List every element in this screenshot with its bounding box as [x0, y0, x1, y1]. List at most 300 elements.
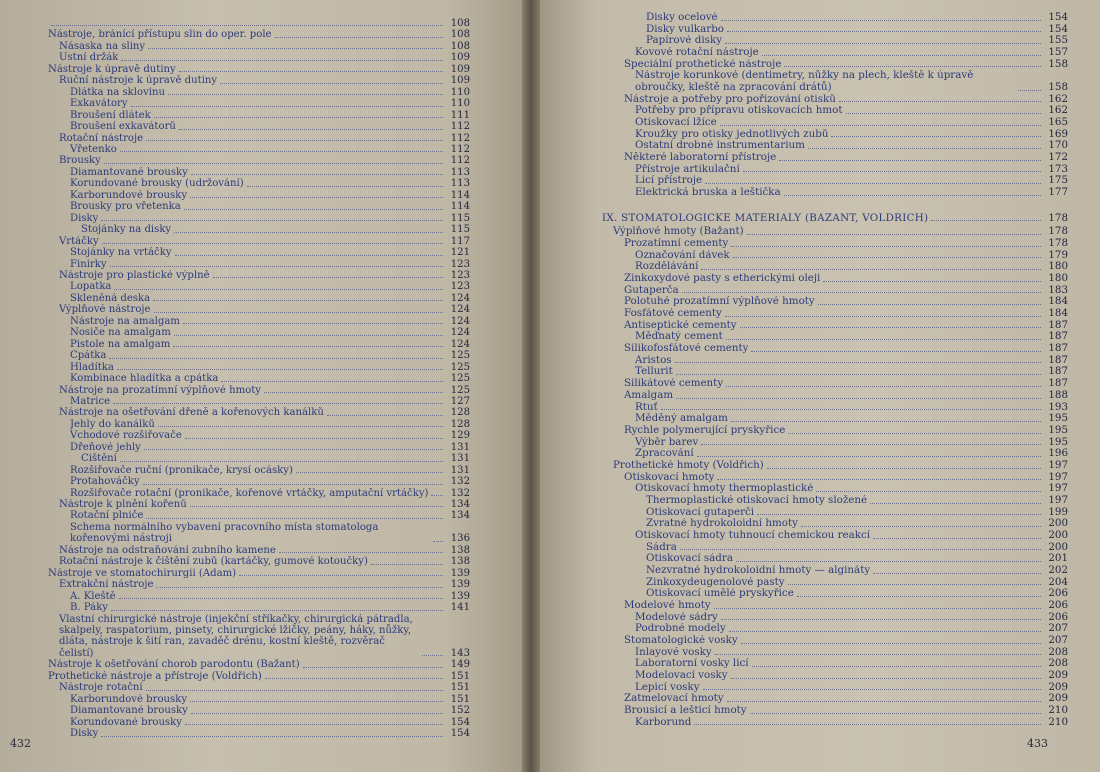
toc-page-number: 206	[1048, 610, 1068, 623]
dot-leader	[779, 160, 1041, 161]
toc-entry	[602, 647, 1068, 659]
toc-entry	[40, 259, 470, 270]
dot-leader	[788, 433, 1041, 434]
dot-leader	[296, 472, 443, 473]
toc-page-number: 125	[450, 384, 470, 396]
toc-entry	[40, 339, 470, 350]
toc-entry-label: Nástroje rotační	[59, 682, 143, 694]
toc-page-number: 187	[1048, 318, 1068, 331]
toc-page-number: 127	[450, 395, 470, 407]
toc-entry-label: Dřeňové jehly	[70, 441, 141, 453]
dot-leader	[818, 304, 1041, 305]
toc-entry-label: Přístroje artikulační	[635, 163, 740, 175]
dot-leader	[190, 506, 443, 507]
toc-entry	[602, 460, 1068, 472]
dot-leader	[816, 491, 1041, 492]
toc-page-number: 113	[450, 166, 470, 178]
toc-page-number: 131	[450, 441, 470, 453]
dot-leader	[701, 444, 1041, 445]
toc-entry-label: Matrice	[70, 395, 111, 407]
dot-leader	[751, 351, 1041, 352]
toc-entry-label: Nástroje na prozatímní výplňové hmoty	[59, 384, 261, 396]
toc-entry	[602, 577, 1068, 589]
toc-entry-label: Otiskovací gutaperči	[646, 506, 755, 518]
toc-page-number: 139	[450, 579, 470, 591]
toc-page-number: 196	[1048, 447, 1068, 460]
dot-leader	[191, 174, 443, 175]
toc-entry-label: Silikofosfátové cementy	[624, 343, 749, 355]
toc-entry-label: Exkavátory	[70, 98, 128, 110]
toc-page-number: 125	[450, 373, 470, 385]
toc-entry-label: Sádra	[646, 541, 677, 553]
dot-leader	[109, 358, 443, 359]
toc-entry	[602, 635, 1068, 647]
dot-leader	[183, 323, 443, 324]
toc-entry	[602, 390, 1068, 402]
toc-entry	[40, 75, 470, 86]
toc-entry	[40, 133, 470, 144]
toc-page-number: 109	[450, 75, 470, 87]
toc-entry	[40, 407, 470, 418]
toc-entry-label: Rotační plniče	[70, 510, 144, 522]
toc-entry-label: Broušení dlátek	[70, 109, 151, 121]
toc-page-number: 132	[450, 487, 470, 499]
toc-page-number: 112	[450, 121, 470, 133]
dot-leader	[788, 584, 1041, 585]
toc-page-number: 151	[450, 670, 470, 682]
dot-leader	[173, 346, 443, 347]
toc-entry-label: Ústní držák	[59, 52, 119, 64]
dot-leader	[120, 151, 443, 152]
dot-leader	[119, 598, 443, 599]
book-gutter	[522, 0, 540, 772]
toc-entry-label: Rotační nástroje	[59, 132, 144, 144]
toc-entry	[602, 129, 1068, 141]
toc-entry-label: Polotuhé prozatímní výplňové hmoty	[624, 296, 815, 308]
dot-leader	[801, 526, 1041, 527]
toc-section-heading	[602, 213, 1068, 225]
toc-entry-label: Karborundové brousky	[70, 693, 188, 705]
dot-leader	[168, 94, 443, 95]
toc-entry-label: Hladítka	[70, 361, 114, 373]
dot-leader	[846, 113, 1042, 114]
toc-entry-label: Zinkoxydové pasty s etherickými oleji	[624, 273, 821, 285]
toc-entry-label: Výběr barev	[635, 436, 699, 448]
dot-leader	[682, 292, 1041, 293]
toc-page-number: 207	[1048, 622, 1068, 635]
toc-entry	[602, 472, 1068, 484]
dot-leader	[158, 426, 443, 427]
toc-entry-label: Nástroje ve stomatochirurgii (Adam)	[48, 567, 237, 579]
toc-entry-label: Měďnatý cement	[635, 331, 723, 343]
toc-page-number: 210	[1048, 715, 1068, 728]
toc-entry-label: Nástroje a potřeby pro pořizování otisků	[624, 93, 836, 105]
dot-leader	[101, 736, 443, 737]
dot-leader	[275, 37, 443, 38]
toc-page-number: 172	[1048, 151, 1068, 164]
toc-entry-label: Kroužky pro otisky jednotlivých zubů	[635, 128, 829, 140]
toc-entry	[40, 591, 470, 602]
toc-page-number: 124	[450, 292, 470, 304]
toc-page-number: 123	[450, 269, 470, 281]
dot-leader	[784, 66, 1041, 67]
dot-leader	[727, 701, 1041, 702]
toc-page-number: 183	[1048, 283, 1068, 296]
dot-leader	[154, 312, 444, 313]
toc-entry-label: Elektrická bruska a leštička	[635, 187, 781, 199]
toc-page-number: 112	[450, 132, 470, 144]
toc-entry-label: Otiskovací hmoty thermoplastické	[635, 483, 814, 495]
dot-leader	[676, 398, 1041, 399]
dot-leader	[146, 518, 443, 519]
dot-leader	[154, 117, 443, 118]
toc-page-number: 109	[450, 63, 470, 75]
dot-leader	[179, 129, 443, 130]
dot-leader	[676, 374, 1041, 375]
toc-page-number: 188	[1048, 388, 1068, 401]
toc-page-number: 113	[450, 178, 470, 190]
toc-entry	[602, 140, 1068, 152]
dot-leader	[113, 403, 443, 404]
toc-entry	[40, 121, 470, 132]
toc-entry	[602, 413, 1068, 425]
toc-page-number: 154	[450, 728, 470, 740]
left-page-number: 432	[10, 737, 31, 750]
toc-entry	[40, 304, 470, 315]
toc-entry	[40, 430, 470, 441]
toc-entry	[602, 70, 1068, 93]
toc-entry	[602, 12, 1068, 24]
toc-page-number: 187	[1048, 342, 1068, 355]
toc-page-number: 206	[1048, 587, 1068, 600]
toc-page-number: 128	[450, 407, 470, 419]
dot-leader	[757, 514, 1041, 515]
dot-leader	[720, 125, 1041, 126]
toc-page-number: 154	[450, 716, 470, 728]
dot-leader	[873, 538, 1041, 539]
toc-entry	[40, 18, 470, 29]
toc-entry-label: Brousky	[59, 155, 101, 167]
toc-entry-label: Vřetenko	[70, 143, 117, 155]
toc-page-number: 187	[1048, 330, 1068, 343]
toc-page-number: 173	[1048, 162, 1068, 175]
dot-leader	[220, 83, 443, 84]
toc-entry-label: Vlastní chirurgické nástroje (injekční stříkačky, chirurgická pátradla, skalpely, raspatorium, pinsety, chirurgické lžičky, peány, háky, nůžky, dláta, nástroje k šití ran, zavaděč drénu, kostní kleště, rozvěrač čelistí)	[59, 613, 413, 659]
toc-entry	[40, 614, 470, 660]
toc-entry-label: Otiskovací sádra	[646, 553, 733, 565]
toc-entry-label: Stomatologické vosky	[624, 634, 738, 646]
toc-page-number: 162	[1048, 104, 1068, 117]
toc-page-number: 200	[1048, 540, 1068, 553]
toc-page-number: 124	[450, 304, 470, 316]
dot-leader	[184, 209, 443, 210]
dot-leader	[102, 243, 443, 244]
toc-page-number: 114	[450, 201, 470, 213]
toc-entry	[40, 201, 470, 212]
dot-leader	[736, 561, 1041, 562]
toc-entry	[602, 285, 1068, 297]
dot-leader	[1018, 90, 1041, 91]
toc-page-number: 117	[450, 235, 470, 247]
toc-page-number: 170	[1048, 139, 1068, 152]
dot-leader	[185, 438, 443, 439]
toc-entry-label: Extrakční nástroje	[59, 579, 154, 591]
dot-leader	[371, 564, 443, 565]
dot-leader	[422, 655, 443, 656]
toc-entry	[40, 499, 470, 510]
dot-leader	[175, 255, 443, 256]
dot-leader	[717, 479, 1041, 480]
toc-page-number: 152	[450, 705, 470, 717]
toc-entry	[40, 281, 470, 292]
dot-leader	[153, 300, 443, 301]
toc-entry-label: Brousky pro vřetenka	[70, 201, 181, 213]
toc-page-number: 139	[450, 590, 470, 602]
toc-entry-label: Ruční nástroje k úpravě dutiny	[59, 75, 218, 87]
toc-page-number: 112	[450, 143, 470, 155]
toc-entry	[40, 316, 470, 327]
toc-entry	[602, 355, 1068, 367]
toc-entry	[602, 717, 1068, 729]
toc-entry-label: Papírové disky	[646, 35, 723, 47]
dot-leader	[264, 392, 443, 393]
toc-entry	[602, 35, 1068, 47]
dot-leader	[747, 234, 1041, 235]
dot-leader	[156, 587, 443, 588]
dot-leader	[714, 608, 1041, 609]
toc-entry	[40, 247, 470, 258]
toc-page-number: 134	[450, 510, 470, 522]
toc-entry-label: Brousicí a lešticí hmoty	[624, 704, 747, 716]
dot-leader	[327, 415, 443, 416]
toc-page-number: 197	[1048, 482, 1068, 495]
toc-page-number: 108	[450, 18, 470, 29]
dot-leader	[727, 31, 1041, 32]
dot-leader	[121, 60, 443, 61]
dot-leader	[731, 678, 1041, 679]
toc-entry-label: Amalgam	[624, 389, 674, 401]
toc-entry-label: Rozšiřovače rotační (pronikače, kořenové vrtáčky, amputační vrtáčky)	[70, 487, 429, 499]
toc-page-number: 195	[1048, 412, 1068, 425]
toc-entry-label: Disky	[70, 728, 99, 740]
toc-page-number: 184	[1048, 307, 1068, 320]
toc-page-number: 109	[450, 52, 470, 64]
dot-leader	[213, 277, 443, 278]
toc-entry	[602, 152, 1068, 164]
dot-leader	[733, 257, 1041, 258]
toc-entry-label: Protahováčky	[70, 476, 140, 488]
toc-entry	[40, 545, 470, 556]
dot-leader	[808, 148, 1041, 149]
toc-entry-label: Výplňové hmoty (Bažant)	[613, 226, 744, 238]
toc-entry	[602, 164, 1068, 176]
toc-entry	[40, 385, 470, 396]
toc-entry	[602, 658, 1068, 670]
toc-entry	[40, 717, 470, 728]
toc-entry	[602, 483, 1068, 495]
left-toc	[40, 18, 470, 740]
dot-leader	[191, 713, 443, 714]
toc-entry	[40, 556, 470, 567]
toc-entry	[40, 213, 470, 224]
toc-entry	[40, 453, 470, 464]
toc-page-number: 210	[1048, 703, 1068, 716]
toc-page-number: 209	[1048, 680, 1068, 693]
dot-leader	[146, 140, 443, 141]
toc-entry-label: Disky	[70, 212, 99, 224]
toc-page-number: 209	[1048, 692, 1068, 705]
dot-leader	[148, 48, 443, 49]
dot-leader	[726, 339, 1041, 340]
toc-entry	[602, 59, 1068, 71]
toc-entry-label: Zvratné hydrokoloidní hmoty	[646, 518, 798, 530]
dot-leader	[725, 316, 1041, 317]
dot-leader	[661, 409, 1041, 410]
toc-entry-label: Thermoplastické otiskovací hmoty složené	[646, 494, 868, 506]
toc-entry-label: Čištění	[81, 453, 117, 465]
toc-entry-label: Karborund	[635, 716, 692, 728]
toc-page-number: 158	[1048, 57, 1068, 70]
toc-page-number: 123	[450, 281, 470, 293]
toc-page-number: 123	[450, 258, 470, 270]
dot-leader	[303, 667, 443, 668]
toc-page-number: 110	[450, 98, 470, 110]
toc-page-number: 200	[1048, 517, 1068, 530]
toc-entry	[602, 296, 1068, 308]
toc-entry	[40, 144, 470, 155]
toc-entry	[602, 117, 1068, 129]
dot-leader	[839, 101, 1041, 102]
dot-leader	[797, 596, 1041, 597]
toc-entry-label: Vchodové rozšiřovače	[70, 430, 182, 442]
toc-page-number: 184	[1048, 295, 1068, 308]
toc-page-number: 124	[450, 327, 470, 339]
toc-page-number: 197	[1048, 493, 1068, 506]
dot-leader	[721, 619, 1041, 620]
dot-leader	[697, 456, 1041, 457]
toc-page-number: 178	[1048, 211, 1068, 224]
toc-entry-label: Otiskovací hmoty	[624, 471, 715, 483]
dot-leader	[680, 549, 1041, 550]
toc-entry	[40, 568, 470, 579]
toc-page-number: 195	[1048, 435, 1068, 448]
toc-page-number: 151	[450, 682, 470, 694]
toc-entry-label: Zpracování	[635, 448, 694, 460]
toc-page-number: 180	[1048, 260, 1068, 273]
toc-page-number: 197	[1048, 470, 1068, 483]
toc-page-number: 131	[450, 453, 470, 465]
toc-entry-label: Kovové rotační nástroje	[635, 47, 759, 59]
toc-page-number: 199	[1048, 505, 1068, 518]
toc-entry-label: Nezvratné hydrokoloidní hmoty — algináty	[646, 564, 871, 576]
dot-leader	[870, 503, 1041, 504]
toc-entry-label: Potřeby pro přípravu otiskovacích hmot	[635, 105, 843, 117]
toc-page-number: 187	[1048, 377, 1068, 390]
toc-entry-label: Skleněná deska	[70, 292, 151, 304]
dot-leader	[120, 461, 443, 462]
toc-entry	[40, 224, 470, 235]
toc-entry	[40, 522, 470, 545]
dot-leader	[433, 541, 443, 542]
toc-entry-label: Podrobné modely	[635, 623, 726, 635]
toc-entry	[40, 602, 470, 613]
toc-entry-label: Speciální prothetické nástroje	[624, 58, 782, 70]
toc-entry	[40, 671, 470, 682]
toc-entry	[602, 670, 1068, 682]
dot-leader	[111, 610, 443, 611]
toc-page-number: 125	[450, 361, 470, 373]
dot-leader	[117, 369, 443, 370]
toc-page-number: 195	[1048, 423, 1068, 436]
toc-entry-label: Kombinace hladítka a cpátka	[70, 373, 219, 385]
toc-entry	[602, 378, 1068, 390]
toc-entry-label: Modelové sádry	[635, 611, 718, 623]
toc-entry	[602, 238, 1068, 250]
dot-leader	[279, 552, 443, 553]
toc-page-number: 155	[1048, 34, 1068, 47]
toc-page-number: 178	[1048, 225, 1068, 238]
dot-leader	[741, 643, 1041, 644]
toc-page-number: 180	[1048, 272, 1068, 285]
toc-entry	[40, 362, 470, 373]
toc-entry-label: Rychle polymerující pryskyřice	[624, 424, 786, 436]
toc-entry-label: Licí přístroje	[635, 175, 703, 187]
toc-entry-label: Prothetické nástroje a přístroje (Voldřich)	[48, 670, 262, 682]
toc-entry	[40, 155, 470, 166]
toc-entry-label: Otiskovací umělé pryskyřice	[646, 588, 794, 600]
toc-page-number: 157	[1048, 46, 1068, 59]
toc-entry-label: Zatmelovací hmoty	[624, 693, 724, 705]
toc-page-number: 209	[1048, 668, 1068, 681]
toc-entry-label: Nosiče na amalgam	[70, 327, 171, 339]
toc-page-number: 124	[450, 338, 470, 350]
toc-entry-label: Lopatka	[70, 281, 112, 293]
toc-page-number: 175	[1048, 174, 1068, 187]
dot-leader	[823, 281, 1041, 282]
toc-entry-label: Stojánky na vrtáčky	[70, 247, 172, 259]
toc-page-number: 202	[1048, 563, 1068, 576]
dot-leader	[705, 183, 1041, 184]
toc-entry-label: Označování dávek	[635, 249, 730, 261]
toc-entry-label: Broušení exkavátorů	[70, 121, 176, 133]
toc-page-number: 110	[450, 86, 470, 98]
toc-entry	[602, 448, 1068, 460]
dot-leader	[726, 386, 1041, 387]
toc-page-number: 115	[450, 212, 470, 224]
toc-entry	[602, 226, 1068, 238]
toc-entry-label: Lepicí vosky	[635, 681, 700, 693]
toc-entry	[602, 331, 1068, 343]
toc-page-number: 208	[1048, 645, 1068, 658]
toc-entry-label: Výplňové nástroje	[59, 304, 151, 316]
toc-page-number: 151	[450, 693, 470, 705]
dot-leader	[174, 335, 443, 336]
toc-entry-label: Nástroje korunkové (dentimetry, nůžky na plech, kleště k úpravě obroučky, kleště na zpracování drátů)	[635, 70, 974, 94]
toc-entry	[40, 694, 470, 705]
toc-entry	[602, 94, 1068, 106]
dot-leader	[931, 220, 1041, 221]
toc-entry	[602, 612, 1068, 624]
toc-page-number: 141	[450, 602, 470, 614]
toc-entry-label: Cpátka	[70, 350, 107, 362]
toc-entry-label: Korundované brousky (udržování)	[70, 178, 244, 190]
toc-page-number: 177	[1048, 186, 1068, 199]
toc-page-number: 162	[1048, 92, 1068, 105]
dot-leader	[110, 266, 443, 267]
toc-page-number: 207	[1048, 633, 1068, 646]
dot-leader	[729, 631, 1041, 632]
dot-leader	[740, 327, 1041, 328]
